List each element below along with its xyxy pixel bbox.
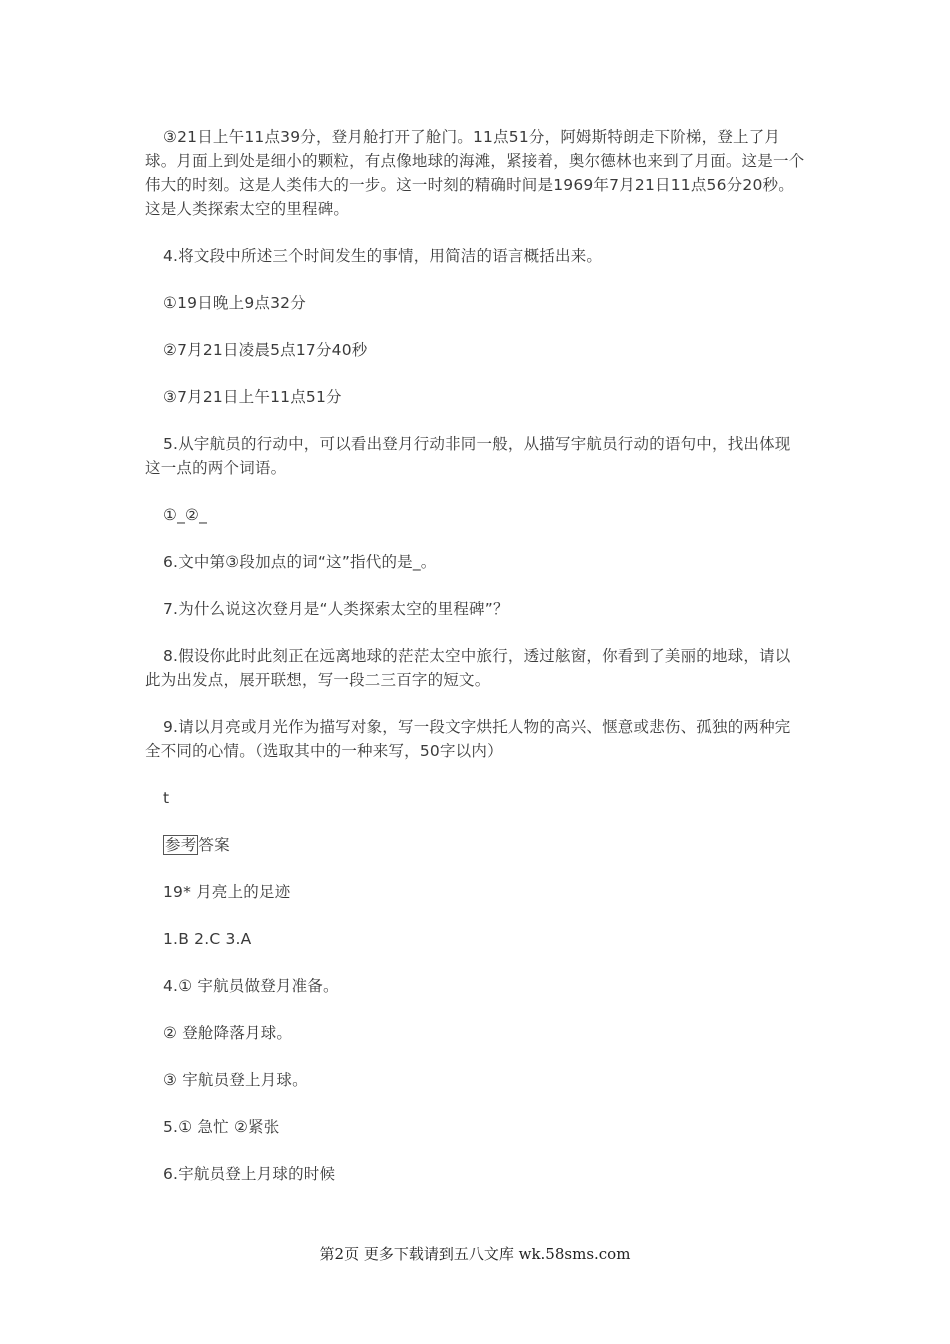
lesson-title: 19* 月亮上的足迹	[163, 883, 291, 901]
question-5-blanks: ①_②_	[163, 506, 208, 524]
answer-6: 6.宇航员登上月球的时候	[163, 1165, 336, 1183]
stray-letter: t	[163, 789, 170, 807]
reference-heading-rest: 答案	[198, 836, 230, 854]
page-footer: 第2页 更多下载请到五八文库 wk.58sms.com	[319, 1245, 631, 1263]
question-8: 8.假设你此时此刻正在远离地球的茫茫太空中旅行，透过舷窗，你看到了美丽的地球，请以此为出发点，展开联想，写一段二三百字的短文。	[145, 647, 791, 689]
answer-1-3: 1.B 2.C 3.A	[163, 930, 252, 948]
question-6: 6.文中第③段加点的词“这”指代的是_。	[163, 553, 437, 571]
document-body	[145, 125, 805, 1209]
question-9: 9.请以月亮或月光作为描写对象，写一段文字烘托人物的高兴、惬意或悲伤、孤独的两种完全不同的心情。（选取其中的一种来写，50字以内）	[145, 718, 791, 760]
question-4-item-2: ②7月21日凌晨5点17分40秒	[163, 341, 368, 359]
question-4-item-1: ①19日晚上9点32分	[163, 294, 306, 312]
answer-4-item-3: ③ 宇航员登上月球。	[163, 1071, 308, 1089]
answer-4-item-1: 4.① 宇航员做登月准备。	[163, 977, 339, 995]
answer-4-item-2: ② 登舱降落月球。	[163, 1024, 293, 1042]
question-4: 4.将文段中所述三个时间发生的事情，用简洁的语言概括出来。	[163, 247, 603, 265]
reference-boxed-text: 参考	[165, 836, 197, 854]
reference-answers-heading	[145, 833, 805, 857]
question-4-item-3: ③7月21日上午11点51分	[163, 388, 342, 406]
passage-paragraph-3: ③21日上午11点39分，登月舱打开了舱门。11点51分，阿姆斯特朗走下阶梯，登上了月球。月面上到处是细小的颗粒，有点像地球的海滩，紧接着，奥尔德林也来到了月面。这是一个伟大的时刻。这是人类伟大的一步。这一时刻的精确时间是1969年7月21日11点56分20秒。这是人类探索太空的里程碑。	[145, 128, 805, 218]
question-7: 7.为什么说这次登月是“人类探索太空的里程碑”？	[163, 600, 509, 618]
question-5: 5.从宇航员的行动中，可以看出登月行动非同一般，从描写宇航员行动的语句中，找出体现这一点的两个词语。	[145, 435, 791, 477]
answer-5: 5.① 急忙 ②紧张	[163, 1118, 280, 1136]
